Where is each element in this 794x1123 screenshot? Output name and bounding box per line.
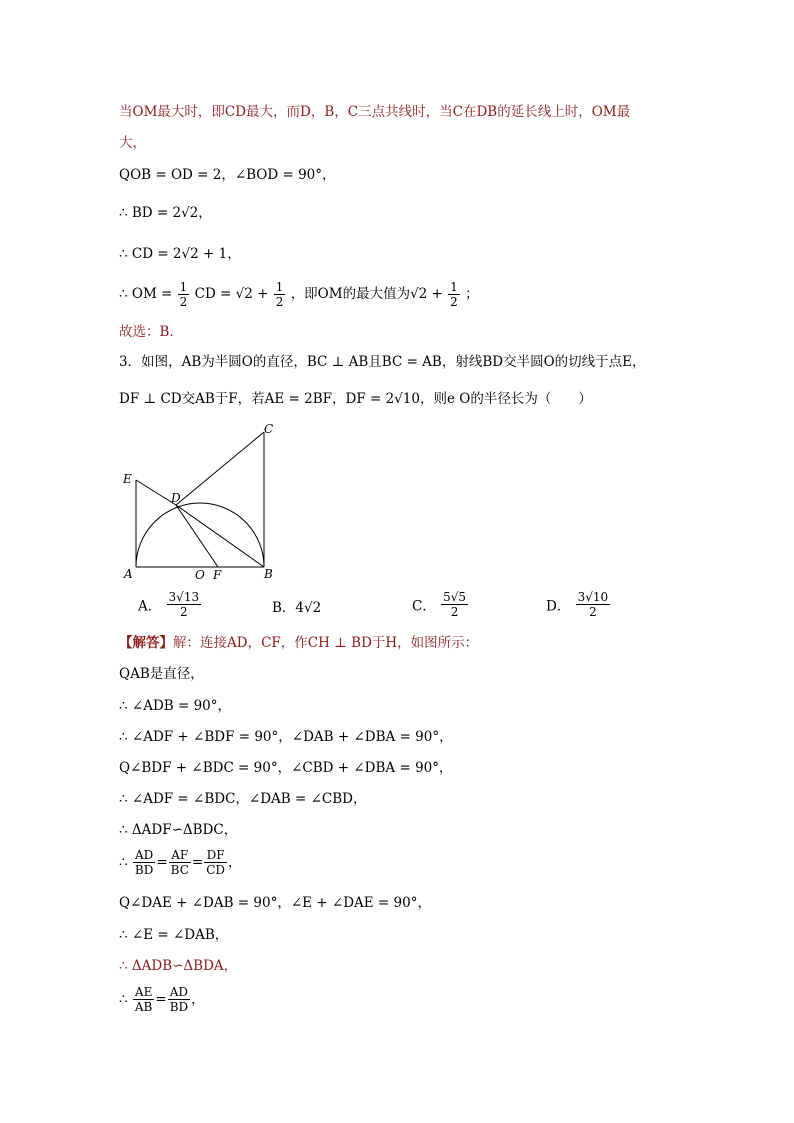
solution-line-3: ∴ ∠ADF + ∠BDF = 90°，∠DAB + ∠DBA = 90°， <box>119 729 453 745</box>
solution-line-8: Q∠DAE + ∠DAB = 90°，∠E + ∠DAE = 90°， <box>119 895 431 911</box>
num: 1 <box>450 280 458 294</box>
option-d-fraction <box>576 590 611 619</box>
den: CD <box>206 863 226 877</box>
option-b-label: B． <box>272 600 296 616</box>
solution-line-5: ∴ ∠ADF = ∠BDC，∠DAB = ∠CBD， <box>119 791 367 807</box>
line6-b: CD = √2 + <box>194 286 269 302</box>
den: BD <box>169 1000 189 1014</box>
solution-header <box>119 633 478 653</box>
solution-line-1: QAB是直径， <box>119 666 204 682</box>
question-3-line-1: 3．如图，AB为半圆O的直径，BC ⊥ AB且BC = AB，射线BD交半圆O的切线于点E， <box>119 354 646 370</box>
option-a[interactable] <box>138 590 202 619</box>
num: 3√10 <box>577 590 609 604</box>
geometry-figure <box>118 420 288 585</box>
text-line-4: ∴ BD = 2√2， <box>119 205 212 221</box>
den: 2 <box>589 605 597 619</box>
den: 2 <box>450 605 459 619</box>
segment-df <box>176 505 218 567</box>
label-o: O <box>195 568 205 582</box>
num: 1 <box>275 280 284 294</box>
label-e: E <box>123 472 132 486</box>
solution-line-10: ∴ ΔADB∽ΔBDA， <box>119 958 238 974</box>
text-line-1: 当OM最大时，即CD最大，而D，B，C三点共线时，当C在DB的延长线上时，OM最 <box>119 104 631 120</box>
num: AD <box>168 985 190 1000</box>
den: 2 <box>180 605 188 619</box>
solution-line-4: Q∠BDF + ∠BDC = 90°，∠CBD + ∠DBA = 90°， <box>119 760 453 776</box>
den: BD <box>134 863 154 877</box>
label-c: C <box>264 422 274 436</box>
text-line-3: QOB = OD = 2，∠BOD = 90°， <box>119 167 336 183</box>
option-c-label: C． <box>412 598 436 615</box>
option-b[interactable] <box>272 596 321 616</box>
segment-ed <box>136 480 176 505</box>
den: BC <box>170 863 189 877</box>
solution-intro: 解：连接AD，CF，作CH ⊥ BD于H，如图所示： <box>173 635 479 651</box>
option-d[interactable] <box>546 590 611 619</box>
label-f: F <box>213 568 222 582</box>
segment-cd <box>176 432 264 505</box>
solution-ratio-1: ∴ $\frac{AD}{BD}$ = $\frac{AF}{BC}$ = $\frac{DF}{CD}$ ， <box>119 848 242 877</box>
den: 2 <box>179 295 188 309</box>
num: AE <box>133 985 154 1000</box>
fraction-df-cd <box>204 848 227 877</box>
fraction-ad-bd <box>133 848 155 877</box>
ratio1-suffix: ， <box>228 854 242 871</box>
den: 2 <box>450 295 458 309</box>
option-c[interactable] <box>412 590 469 619</box>
ratio1-prefix: ∴ <box>119 854 128 871</box>
label-d: D <box>171 491 181 505</box>
option-c-fraction <box>441 590 468 619</box>
segment-db <box>176 505 264 567</box>
line6-c: ，即OM的最大值为√2 + <box>290 286 443 302</box>
fraction-half-3 <box>448 280 460 309</box>
option-a-fraction <box>167 590 202 619</box>
text-line-5: ∴ CD = 2√2 + 1， <box>119 246 241 262</box>
ratio2-suffix: ， <box>191 991 205 1008</box>
label-a: A <box>124 567 133 581</box>
num: DF <box>204 848 227 863</box>
line6-a: ∴ OM = <box>119 286 173 302</box>
num: 1 <box>179 280 188 294</box>
den: 2 <box>275 295 284 309</box>
ratio2-prefix: ∴ <box>119 991 128 1008</box>
question-3-line-2: DF ⊥ CD交AB于F，若AE = 2BF，DF = 2√10，则e O的半径长为（ ） <box>119 391 592 407</box>
solution-line-9: ∴ ∠E = ∠DAB， <box>119 927 229 943</box>
option-b-value: 4√2 <box>295 600 322 616</box>
num: AD <box>133 848 155 863</box>
fraction-ad-bd-2 <box>168 985 190 1014</box>
semicircle-arc <box>136 503 264 567</box>
label-b: B <box>264 567 273 581</box>
solution-line-6: ∴ ΔADF∽ΔBDC， <box>119 822 238 838</box>
option-d-label: D． <box>546 598 571 615</box>
fraction-af-bc <box>169 848 191 877</box>
num: 3√13 <box>168 590 200 604</box>
num: AF <box>169 848 191 863</box>
line6-d: ； <box>465 286 479 302</box>
solution-label: 【解答】 <box>119 635 173 651</box>
num: 5√5 <box>443 590 467 604</box>
option-a-label: A． <box>138 598 162 615</box>
text-line-2: 大， <box>119 135 146 151</box>
fraction-half-2 <box>274 280 286 309</box>
fraction-half-1 <box>178 280 190 309</box>
solution-line-2: ∴ ∠ADB = 90°， <box>119 698 232 714</box>
text-line-7: 故选：B． <box>119 324 183 340</box>
den: AB <box>134 1000 153 1014</box>
text-line-6 <box>119 280 479 309</box>
fraction-ae-ab <box>133 985 154 1014</box>
solution-ratio-2: ∴ $\frac{AE}{AB}$ = $\frac{AD}{BD}$ ， <box>119 985 205 1014</box>
